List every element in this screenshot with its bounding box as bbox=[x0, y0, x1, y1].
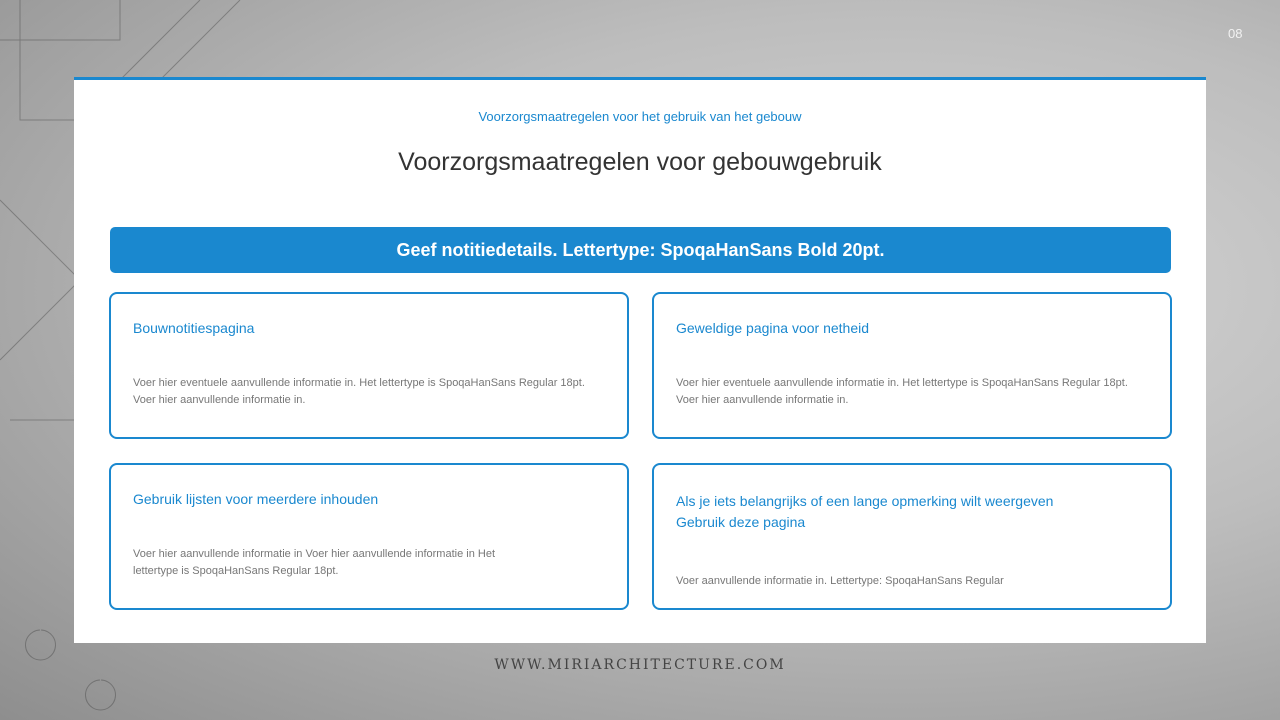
card-body: Voer aanvullende informatie in. Lettertype: SpoqaHanSans Regular bbox=[676, 575, 1004, 587]
card-heading: Bouwnotitiespagina bbox=[133, 320, 255, 336]
note-card bbox=[652, 463, 1172, 610]
notice-banner: Geef notitiedetails. Lettertype: SpoqaHanSans Bold 20pt. bbox=[110, 227, 1171, 273]
card-body: Voer hier aanvullende informatie in Voer hier aanvullende informatie in Het lettertype is SpoqaHanSans Regular 18pt. bbox=[133, 548, 495, 577]
card-heading: Gebruik lijsten voor meerdere inhouden bbox=[133, 491, 379, 507]
slide-subtitle: Voorzorgsmaatregelen voor het gebruik van het gebouw bbox=[478, 109, 802, 124]
slide-panel bbox=[74, 77, 1206, 643]
card-heading: Geweldige pagina voor netheid bbox=[676, 320, 870, 336]
card-heading: Als je iets belangrijks of een lange opmerking wilt weergeven Gebruik deze pagina bbox=[676, 493, 1054, 530]
note-card bbox=[109, 292, 629, 439]
website-footer: WWW.MIRIARCHITECTURE.COM bbox=[494, 657, 786, 673]
page-number: 08 bbox=[1228, 26, 1243, 41]
card-body: Voer hier eventuele aanvullende informatie in. Het lettertype is SpoqaHanSans Regular 18pt. Voer hier aanvullende informatie in. bbox=[676, 377, 1128, 406]
card-body: Voer hier eventuele aanvullende informatie in. Het lettertype is SpoqaHanSans Regular 18pt. Voer hier aanvullende informatie in. bbox=[133, 377, 585, 406]
slide-title: Voorzorgsmaatregelen voor gebouwgebruik bbox=[398, 148, 882, 176]
note-card bbox=[652, 292, 1172, 439]
note-card bbox=[109, 463, 629, 610]
